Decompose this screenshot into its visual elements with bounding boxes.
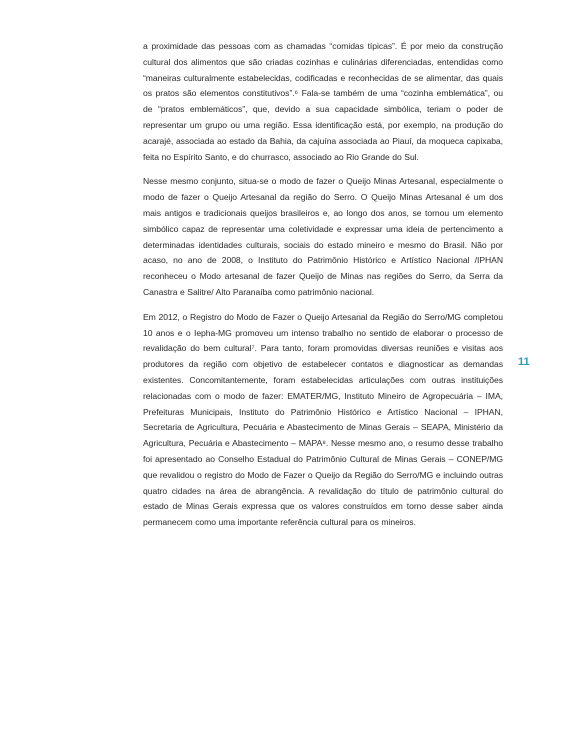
page-number: 11: [518, 356, 530, 368]
paragraph-3: Em 2012, o Registro do Modo de Fazer o Queijo Artesanal da Região do Serro/MG completou 10 anos e o Iepha-MG promoveu um intenso trabalho no sentido de elaborar o processo de revalidação do bem cultural⁷. Para tanto, foram promovidas diversas reuniões e visitas aos produtores da região com objetivo de estabelecer contatos e diagnosticar as demandas existentes. Concomitantemente, foram estabelecidas articulações com outras instituições relacionadas com o modo de fazer: EMATER/MG, Instituto Mineiro de Agropecuária – IMA, Prefeituras Municipais, Instituto do Patrimônio Histórico e Artístico Nacional – IPHAN, Secretaria de Agricultura, Pecuária e Abastecimento de Minas Gerais – SEAPA, Ministério da Agricultura, Pecuária e Abastecimento – MAPA⁸. Nesse mesmo ano, o resumo desse trabalho foi apresentado ao Conselho Estadual do Patrimônio Cultural de Minas Gerais – CONEP/MG que revalidou o registro do Modo de Fazer o Queijo da Região do Serro/MG e incluindo outras quatro cidades na área de abrangência. A revalidação do título de patrimônio cultural do estado de Minas Gerais expressa que os valores construídos em torno desse saber ainda permanecem como uma importante referência cultural para os mineiros.: [143, 311, 503, 528]
body-text: [143, 39, 503, 540]
paragraph-1: a proximidade das pessoas com as chamadas “comidas típicas”. É por meio da construção cultural dos alimentos que são criadas cozinhas e culinárias diferenciadas, entendidas como “maneiras culturalmente estabelecidas, codificadas e reconhecidas de se alimentar, das quais os pratos são elementos constitutivos”.⁶ Fala-se também de uma “cozinha emblemática”, ou de “pratos emblemáticos”, que, devido a sua capacidade simbólica, teriam o poder de representar um grupo ou uma região. Essa identificação está, por exemplo, na produção do acarajé, associada ao estado da Bahia, da cajuína associada ao Piauí, da moqueca capixaba, feita no Espírito Santo, e do churrasco, associado ao Rio Grande do Sul.: [143, 41, 503, 162]
paragraph-2: Nesse mesmo conjunto, situa-se o modo de fazer o Queijo Minas Artesanal, especialmente o modo de fazer o Queijo Artesanal da região do Serro. O Queijo Minas Artesanal é um dos mais antigos e tradicionais queijos brasileiros e, ao longo dos anos, se tornou um elemento simbólico capaz de representar uma coletividade e expressar uma ideia de pertencimento a determinadas identidades culturais, sociais do estado mineiro e mesmo do Brasil. Não por acaso, no ano de 2008, o Instituto do Patrimônio Histórico e Artístico Nacional /IPHAN reconheceu o Modo artesanal de fazer Queijo de Minas nas regiões do Serro, da Serra da Canastra e Salitre/ Alto Paranaíba como patrimônio nacional.: [143, 176, 503, 297]
